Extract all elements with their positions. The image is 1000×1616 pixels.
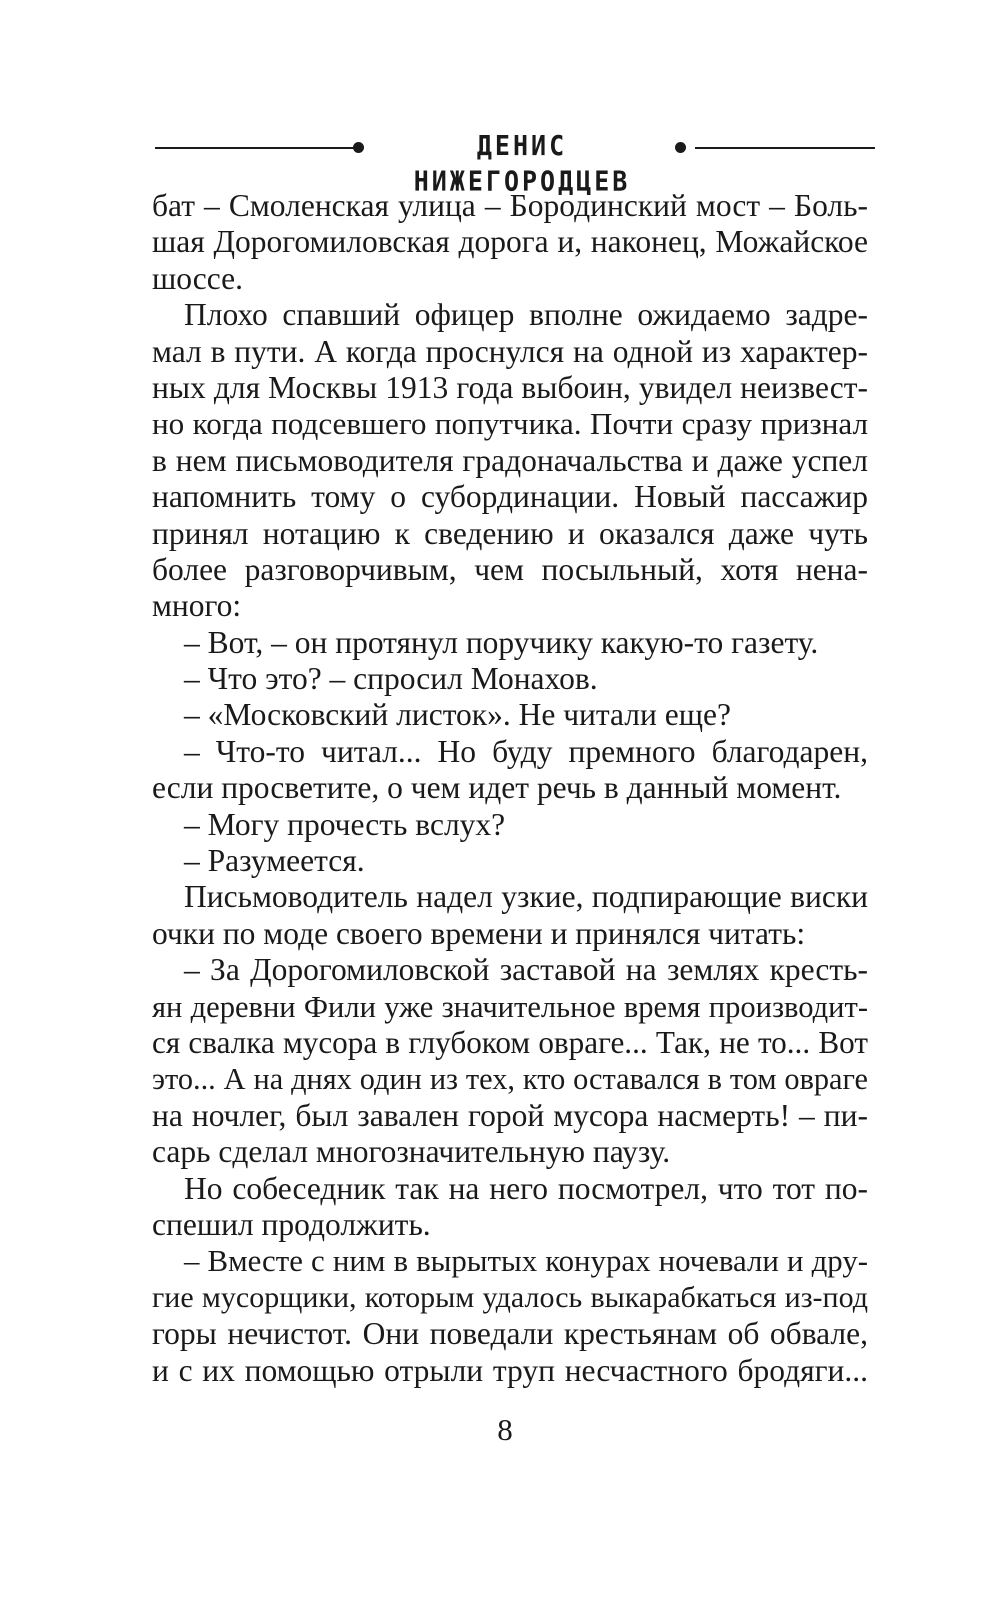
text-line: в нем письмоводителя градоначальства и даже успел: [152, 442, 868, 478]
text-line: много:: [152, 588, 242, 624]
text-line: принял нотацию к сведению и оказался даже чуть: [152, 515, 868, 551]
text-line: – «Московский листок». Не читали еще?: [184, 697, 731, 733]
header-rule-left: [155, 147, 355, 149]
text-line: горы нечистот. Они поведали крестьянам об обвале,: [152, 1316, 868, 1352]
text-line: очки по моде своего времени и принялся читать:: [152, 915, 806, 951]
text-line: напомнить тому о субординации. Новый пассажир: [152, 479, 868, 515]
header-dot-right: [675, 142, 686, 153]
text-line: это... А на днях один из тех, кто оставался в том овраге: [152, 1062, 868, 1097]
text-line: шоссе.: [152, 260, 243, 296]
header-dot-left: [353, 142, 364, 153]
text-line: на ночлег, был завален горой мусора насмерть! – пи-: [152, 1097, 868, 1133]
text-line: но когда подсевшего попутчика. Почти сразу признал: [152, 406, 868, 442]
text-line: бат – Смоленская улица – Бородинский мост – Боль-: [152, 188, 868, 223]
text-line: – За Дорогомиловской заставой на землях кресть-: [184, 952, 868, 988]
text-line: Но собеседник так на него посмотрел, что тот по-: [184, 1170, 868, 1206]
text-line: ся свалка мусора в глубоком овраге... Так, не то... Вот: [152, 1024, 868, 1060]
text-line: – Могу прочесть вслух?: [184, 806, 506, 842]
text-line: сарь сделал многозначительную паузу.: [152, 1134, 671, 1170]
text-body: [152, 188, 868, 1389]
running-header: [155, 128, 875, 197]
text-line: – Вот, – он протянул поручику какую-то газету.: [184, 624, 819, 660]
text-line: – Вместе с ним в вырытых конурах ночевали и дру-: [184, 1244, 868, 1279]
text-line: – Что это? – спросил Монахов.: [184, 661, 598, 697]
page-number: 8: [497, 1412, 513, 1447]
author-name: ДЕНИС НИЖЕГОРОДЦЕВ: [413, 129, 631, 197]
text-line: – Разумеется.: [184, 843, 365, 879]
text-line: гие мусорщики, которым удалось выкарабкаться из-под: [152, 1280, 868, 1314]
text-line: мал в пути. А когда проснулся на одной из характер-: [152, 333, 868, 369]
text-line: ных для Москвы 1913 года выбоин, увидел неизвест-: [152, 369, 868, 405]
text-line: Письмоводитель надел узкие, подпирающие виски: [184, 879, 868, 915]
text-line: Плохо спавший офицер вполне ожидаемо задре-: [184, 297, 868, 333]
text-line: если просветите, о чем идет речь в данный момент.: [152, 770, 842, 806]
text-line: спешил продолжить.: [152, 1206, 431, 1242]
text-line: ян деревни Фили уже значительное время производит-: [152, 989, 868, 1024]
text-line: – Что-то читал... Но буду премного благодарен,: [184, 733, 868, 769]
text-line: шая Дорогомиловская дорога и, наконец, Можайское: [152, 224, 868, 260]
text-line: более разговорчивым, чем посыльный, хотя нена-: [152, 551, 868, 587]
header-rule-right: [695, 147, 875, 149]
text-line: и с их помощью отрыли труп несчастного бродяги...: [152, 1352, 868, 1388]
